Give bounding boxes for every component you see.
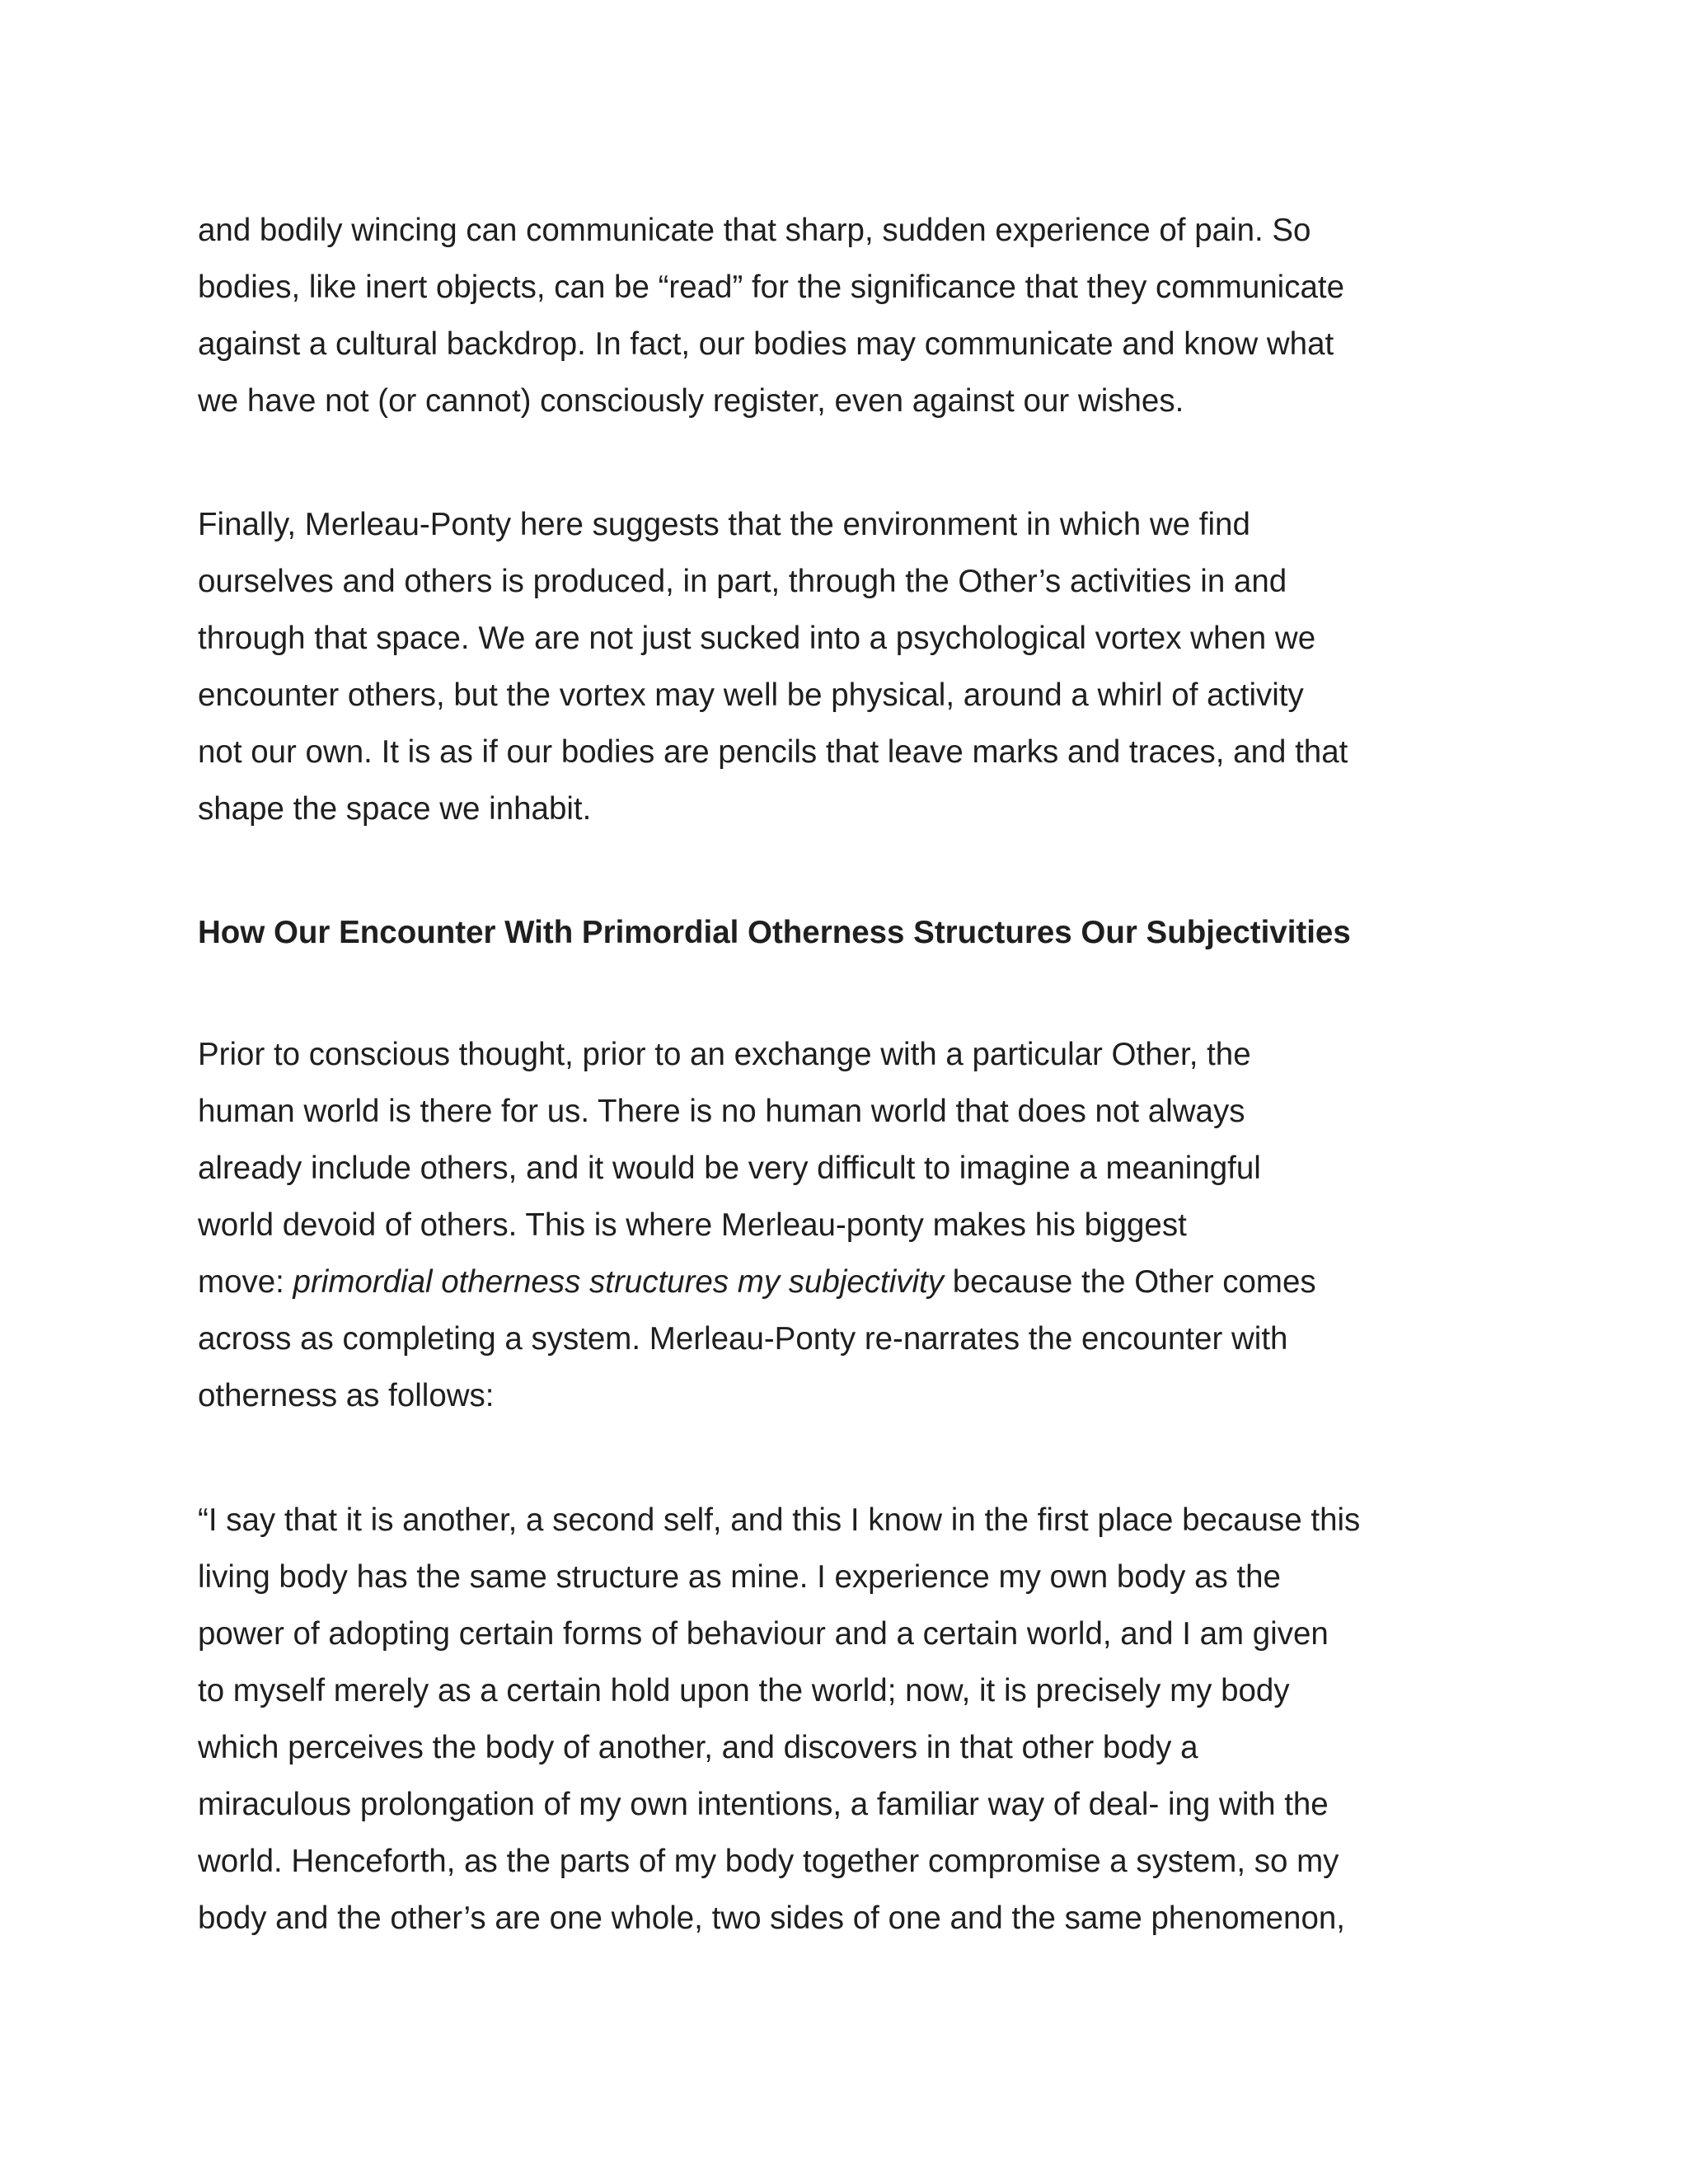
paragraph-primordial-otherness bbox=[198, 1026, 1550, 1424]
text-line: and bodily wincing can communicate that sharp, sudden experience of pain. So bbox=[198, 213, 1311, 248]
text-line-with-emphasis bbox=[198, 1254, 1550, 1310]
text-line: shape the space we inhabit. bbox=[198, 791, 592, 827]
text-line: across as completing a system. Merleau-Ponty re-narrates the encounter with bbox=[198, 1321, 1288, 1357]
text-line: which perceives the body of another, and discovers in that other body a bbox=[198, 1730, 1198, 1765]
text-line: world. Henceforth, as the parts of my body together compromise a system, so my bbox=[198, 1844, 1339, 1879]
paragraph-environment bbox=[198, 496, 1550, 837]
paragraph-pain-communication bbox=[198, 202, 1550, 429]
text-line: otherness as follows: bbox=[198, 1378, 495, 1413]
text-line: power of adopting certain forms of behaviour and a certain world, and I am given bbox=[198, 1616, 1329, 1652]
text-line: already include others, and it would be very difficult to imagine a meaningful bbox=[198, 1151, 1261, 1186]
italic-emphasis: primordial otherness structures my subjectivity bbox=[293, 1264, 945, 1300]
text-segment: because the Other comes bbox=[944, 1264, 1316, 1300]
text-line: through that space. We are not just sucked into a psychological vortex when we bbox=[198, 621, 1316, 656]
text-line: “I say that it is another, a second self, and this I know in the first place because this bbox=[198, 1502, 1361, 1538]
text-line: encounter others, but the vortex may well be physical, around a whirl of activity bbox=[198, 677, 1304, 713]
text-line: world devoid of others. This is where Merleau-ponty makes his biggest bbox=[198, 1207, 1187, 1243]
text-line: ourselves and others is produced, in part, through the Other’s activities in and bbox=[198, 564, 1287, 599]
text-line: Prior to conscious thought, prior to an exchange with a particular Other, the bbox=[198, 1037, 1251, 1072]
text-line: to myself merely as a certain hold upon the world; now, it is precisely my body bbox=[198, 1673, 1290, 1708]
text-line: miraculous prolongation of my own intentions, a familiar way of deal- ing with the bbox=[198, 1787, 1329, 1822]
text-line: Finally, Merleau-Ponty here suggests that the environment in which we find bbox=[198, 507, 1250, 542]
block-quote bbox=[198, 1492, 1550, 1947]
text-segment: move: bbox=[198, 1264, 293, 1300]
text-line: against a cultural backdrop. In fact, our bodies may communicate and know what bbox=[198, 326, 1334, 362]
text-line: living body has the same structure as mine. I experience my own body as the bbox=[198, 1559, 1281, 1595]
text-line: bodies, like inert objects, can be “read” for the significance that they communicate bbox=[198, 269, 1345, 305]
text-line: not our own. It is as if our bodies are pencils that leave marks and traces, and that bbox=[198, 734, 1348, 770]
text-line: body and the other’s are one whole, two sides of one and the same phenomenon, bbox=[198, 1900, 1345, 1936]
text-line: human world is there for us. There is no human world that does not always bbox=[198, 1094, 1245, 1129]
section-heading: How Our Encounter With Primordial Otherness Structures Our Subjectivities bbox=[198, 915, 1351, 950]
text-line: we have not (or cannot) consciously register, even against our wishes. bbox=[198, 383, 1184, 419]
